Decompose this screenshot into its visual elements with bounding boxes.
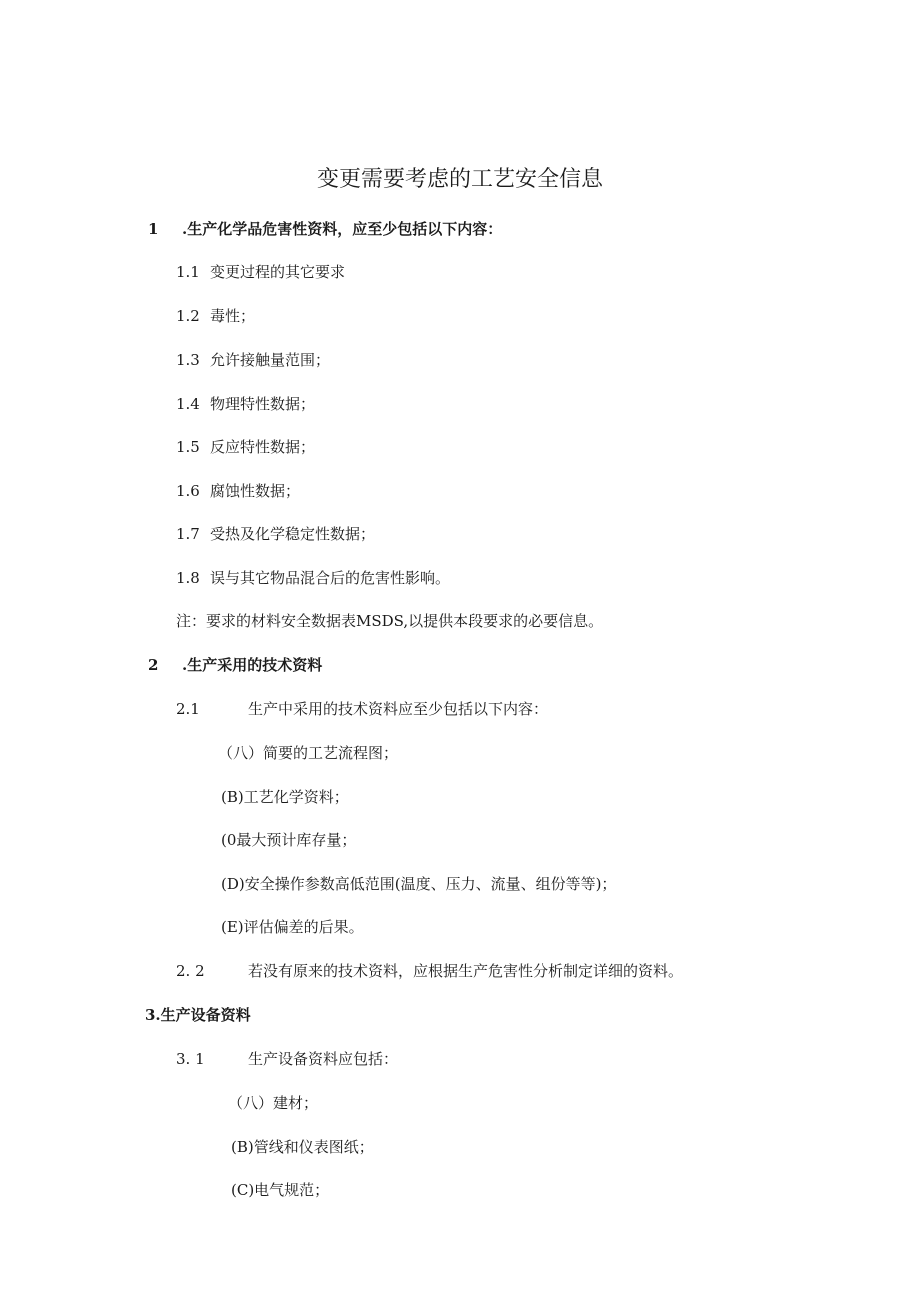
list-item: 1.1 变更过程的其它要求 <box>176 263 346 281</box>
section-3-heading: 3.生产设备资料 <box>145 1006 251 1024</box>
section-1-heading-text: .生产化学品危害性资料，应至少包括以下内容： <box>182 220 503 238</box>
list-item: 1.3 允许接触量范围； <box>176 351 331 369</box>
sub-item: (C)电气规范； <box>231 1181 330 1199</box>
sub-item: （八）简要的工艺流程图； <box>218 744 399 762</box>
list-item: 1.7 受热及化学稳定性数据； <box>176 525 376 543</box>
sub-item: （八）建材； <box>228 1094 319 1112</box>
section-2-heading-text: .生产采用的技术资料 <box>182 656 323 674</box>
list-item: 3. 1 生产设备资料应包括： <box>176 1050 399 1068</box>
list-item: 1.6 腐蚀性数据； <box>176 482 301 500</box>
section-1-note: 注：要求的材料安全数据表MSDS,以提供本段要求的必要信息。 <box>176 612 604 630</box>
list-item: 1.5 反应特性数据； <box>176 438 316 456</box>
list-item: 1.8 误与其它物品混合后的危害性影响。 <box>176 569 451 587</box>
sub-item: (B)工艺化学资料； <box>221 788 349 806</box>
page-title: 变更需要考虑的工艺安全信息 <box>316 167 603 192</box>
section-1-number: 1 <box>148 220 159 238</box>
sub-item: (D)安全操作参数高低范围(温度、压力、流量、组份等等)； <box>221 875 617 893</box>
section-1-heading <box>148 219 502 239</box>
section-2-heading <box>148 655 322 675</box>
list-item: 2.1 生产中采用的技术资料应至少包括以下内容： <box>176 700 549 718</box>
sub-item: (E)评估偏差的后果。 <box>221 918 364 936</box>
list-item: 1.2 毒性； <box>176 307 256 325</box>
sub-item: (0最大预计库存量； <box>221 831 357 849</box>
sub-item: (B)管线和仪表图纸； <box>231 1138 374 1156</box>
list-item: 1.4 物理特性数据； <box>176 395 316 413</box>
section-2-number: 2 <box>148 656 159 674</box>
list-item: 2. 2 若没有原来的技术资料，应根据生产危害性分析制定详细的资料。 <box>176 962 684 980</box>
